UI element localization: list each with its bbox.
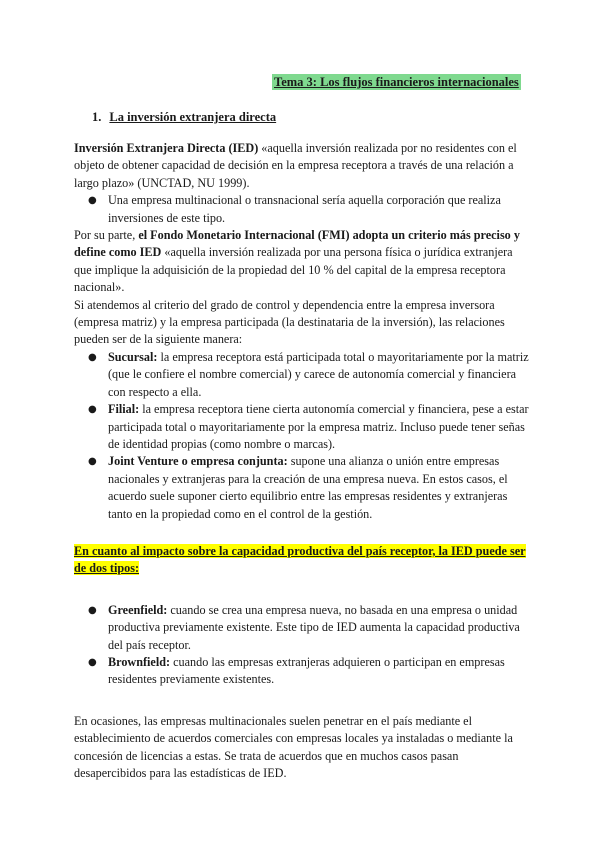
fmi-definition-text: «aquella inversión realizada por una persona física o jurídica extranjera que implique la adquisición de la propiedad del 10 % del capital de la empresa receptora nacional». [74, 245, 513, 295]
list-item-text: cuando las empresas extranjeras adquieren o participan en empresas residentes previamente existentes. [108, 654, 505, 687]
list-item-text: cuando se crea una empresa nueva, no basada en una empresa o unidad productiva previamente existente. Este tipo de IED aumenta la capacidad productiva del país receptor. [108, 602, 520, 652]
list-item-label: Filial: [108, 402, 140, 417]
paragraph-ied-definition [74, 140, 532, 192]
list-item [108, 453, 532, 523]
list-item-label: Sucursal: [108, 349, 158, 364]
list-item [108, 349, 532, 401]
ied-types-list [74, 602, 532, 689]
list-item-text: Una empresa multinacional o transnacional sería aquella corporación que realiza inversiones de este tipo. [108, 193, 501, 225]
list-item-label: Brownfield: [108, 654, 171, 669]
list-item-text: la empresa receptora está participada total o mayoritariamente por la matriz (que le confiere el nombre comercial) y carece de autonomía comercial y financiera con respecto a ella. [108, 349, 529, 399]
list-item-text: supone una alianza o unión entre empresas nacionales y extranjeras para la creación de una empresa nueva. En estos casos, el acuerdo suele suponer cierto equilibrio entre las empresas residentes y extranjeras tanto en la propiedad como en el control de la gestión. [108, 454, 508, 521]
section-heading [92, 109, 276, 125]
highlighted-heading [74, 543, 532, 578]
list-item [108, 602, 532, 654]
list-item-text: la empresa receptora tiene cierta autonomía comercial y financiera, pese a estar participada total o mayoritariamente por la empresa matriz. Incluso puede tener señas de identidad propias (como nombre o marcas). [108, 402, 529, 451]
list-item-label: Greenfield: [108, 602, 168, 617]
paragraph-control-criterion: Si atendemos al criterio del grado de control y dependencia entre la empresa inversora (empresa matriz) y la empresa participada (la destinataria de la inversión), las relaciones pueden ser de la siguiente manera: [74, 297, 505, 347]
list-item-label: Joint Venture o empresa conjunta: [108, 454, 288, 469]
fmi-pre: Por su parte, [74, 228, 139, 243]
relations-list [74, 349, 532, 523]
ied-definition-text: «aquella inversión realizada por no residentes con el objeto de obtener capacidad de decisión en la empresa receptora a través de una relación a largo plazo» (UNCTAD, NU 1999). [74, 141, 517, 190]
ied-term: Inversión Extranjera Directa (IED) [74, 141, 259, 155]
highlighted-heading-text: En cuanto al impacto sobre la capacidad productiva del país receptor, la IED puede ser de dos tipos: [74, 543, 526, 576]
paragraph-final: En ocasiones, las empresas multinacionales suelen penetrar en el país mediante el establecimiento de acuerdos comerciales con empresas locales ya instaladas o mediante la concesión de licencias a estas. Se trata de acuerdos que en muchos casos pasan desapercibidos para las estadísticas de IED. [74, 713, 513, 780]
section-number: 1. [92, 110, 102, 124]
topic-title: Tema 3: Los flujos financieros internacionales [274, 75, 519, 89]
list-item [108, 192, 532, 227]
fmi-bold: el Fondo Monetario Internacional (FMI) adopta un criterio más preciso y define como IED [74, 228, 520, 260]
paragraph-fmi-definition [74, 227, 532, 297]
list-item [108, 401, 532, 453]
multinational-list [74, 192, 532, 227]
list-item [108, 654, 532, 689]
section-title: La inversión extranjera directa [109, 110, 277, 124]
document-body [74, 140, 532, 782]
